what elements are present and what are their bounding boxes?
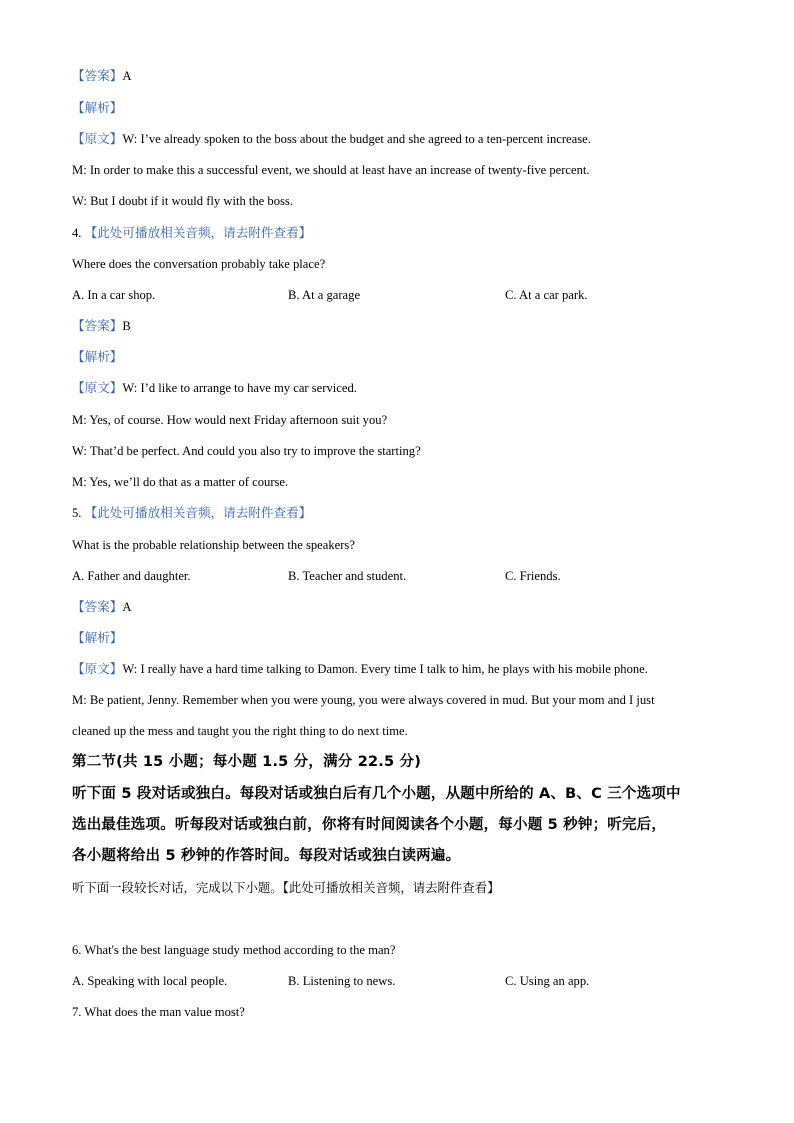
source-tag: 【原文】 bbox=[72, 662, 123, 676]
question-number: 4. bbox=[72, 226, 82, 240]
q4-transcript-line: W: That’d be perfect. And could you also try to improve the starting? bbox=[72, 444, 421, 458]
q7-question: 7. What does the man value most? bbox=[72, 1005, 245, 1019]
section-instructions-line: 听下面 5 段对话或独白。每段对话或独白后有几个小题，从题中所给的 A、B、C 三个选项中 bbox=[72, 786, 681, 802]
q4-answer bbox=[72, 318, 131, 334]
q5-option-a[interactable]: A. Father and daughter. bbox=[72, 569, 191, 583]
source-tag: 【原文】 bbox=[72, 381, 123, 395]
q4-question: Where does the conversation probably take place? bbox=[72, 257, 326, 271]
q5-question: What is the probable relationship between the speakers? bbox=[72, 538, 355, 552]
q5-transcript-line: cleaned up the mess and taught you the right thing to do next time. bbox=[72, 724, 408, 738]
q5-option-c[interactable]: C. Friends. bbox=[505, 569, 561, 583]
q4-analysis-tag: 【解析】 bbox=[72, 350, 123, 364]
q3-transcript-line bbox=[72, 131, 591, 147]
q6-question: 6. What's the best language study method according to the man? bbox=[72, 943, 396, 957]
q3-transcript-line: M: In order to make this a successful event, we should at least have an increase of twenty-five percent. bbox=[72, 163, 590, 177]
q4-transcript-line: M: Yes, we’ll do that as a matter of course. bbox=[72, 475, 289, 489]
q4-transcript-line bbox=[72, 380, 357, 396]
audio-note-link[interactable]: 【此处可播放相关音频，请去附件查看】 bbox=[84, 226, 312, 240]
answer-tag: 【答案】 bbox=[72, 69, 123, 83]
answer-tag: 【答案】 bbox=[72, 600, 123, 614]
section-heading: 第二节(共 15 小题；每小题 1.5 分，满分 22.5 分) bbox=[72, 754, 422, 770]
answer-value: B bbox=[122, 319, 131, 333]
section-intro: 听下面一段较长对话，完成以下小题。【此处可播放相关音频，请去附件查看】 bbox=[72, 880, 500, 895]
q4-option-c[interactable]: C. At a car park. bbox=[505, 288, 588, 302]
transcript-text: W: I’ve already spoken to the boss about the budget and she agreed to a ten-percent increase. bbox=[122, 132, 591, 146]
q5-answer bbox=[72, 599, 131, 615]
answer-value: A bbox=[122, 69, 132, 83]
transcript-text: W: I’d like to arrange to have my car serviced. bbox=[122, 381, 357, 395]
q4-header bbox=[72, 225, 311, 241]
q5-option-b[interactable]: B. Teacher and student. bbox=[288, 569, 407, 583]
q5-analysis-tag: 【解析】 bbox=[72, 631, 123, 645]
q6-option-b[interactable]: B. Listening to news. bbox=[288, 974, 396, 988]
section-instructions-line: 各小题将给出 5 秒钟的作答时间。每段对话或独白读两遍。 bbox=[72, 848, 461, 864]
q3-transcript-line: W: But I doubt if it would fly with the boss. bbox=[72, 194, 293, 208]
q6-option-a[interactable]: A. Speaking with local people. bbox=[72, 974, 228, 988]
q4-option-a[interactable]: A. In a car shop. bbox=[72, 288, 156, 302]
q3-answer bbox=[72, 68, 131, 84]
answer-tag: 【答案】 bbox=[72, 319, 123, 333]
q4-transcript-line: M: Yes, of course. How would next Friday afternoon suit you? bbox=[72, 413, 388, 427]
q3-analysis-tag: 【解析】 bbox=[72, 101, 123, 115]
q5-transcript-line bbox=[72, 661, 648, 677]
answer-value: A bbox=[122, 600, 132, 614]
section-instructions-line: 选出最佳选项。听每段对话或独白前，你将有时间阅读各个小题，每小题 5 秒钟；听完后， bbox=[72, 817, 667, 833]
q6-option-c[interactable]: C. Using an app. bbox=[505, 974, 590, 988]
q4-option-b[interactable]: B. At a garage bbox=[288, 288, 361, 302]
audio-note-link[interactable]: 【此处可播放相关音频，请去附件查看】 bbox=[84, 506, 312, 520]
question-number: 5. bbox=[72, 506, 82, 520]
q5-transcript-line: M: Be patient, Jenny. Remember when you were young, you were always covered in mud. But your mom and I just bbox=[72, 693, 655, 707]
q5-header bbox=[72, 505, 311, 521]
source-tag: 【原文】 bbox=[72, 132, 123, 146]
transcript-text: W: I really have a hard time talking to Damon. Every time I talk to him, he plays with his mobile phone. bbox=[122, 662, 648, 676]
